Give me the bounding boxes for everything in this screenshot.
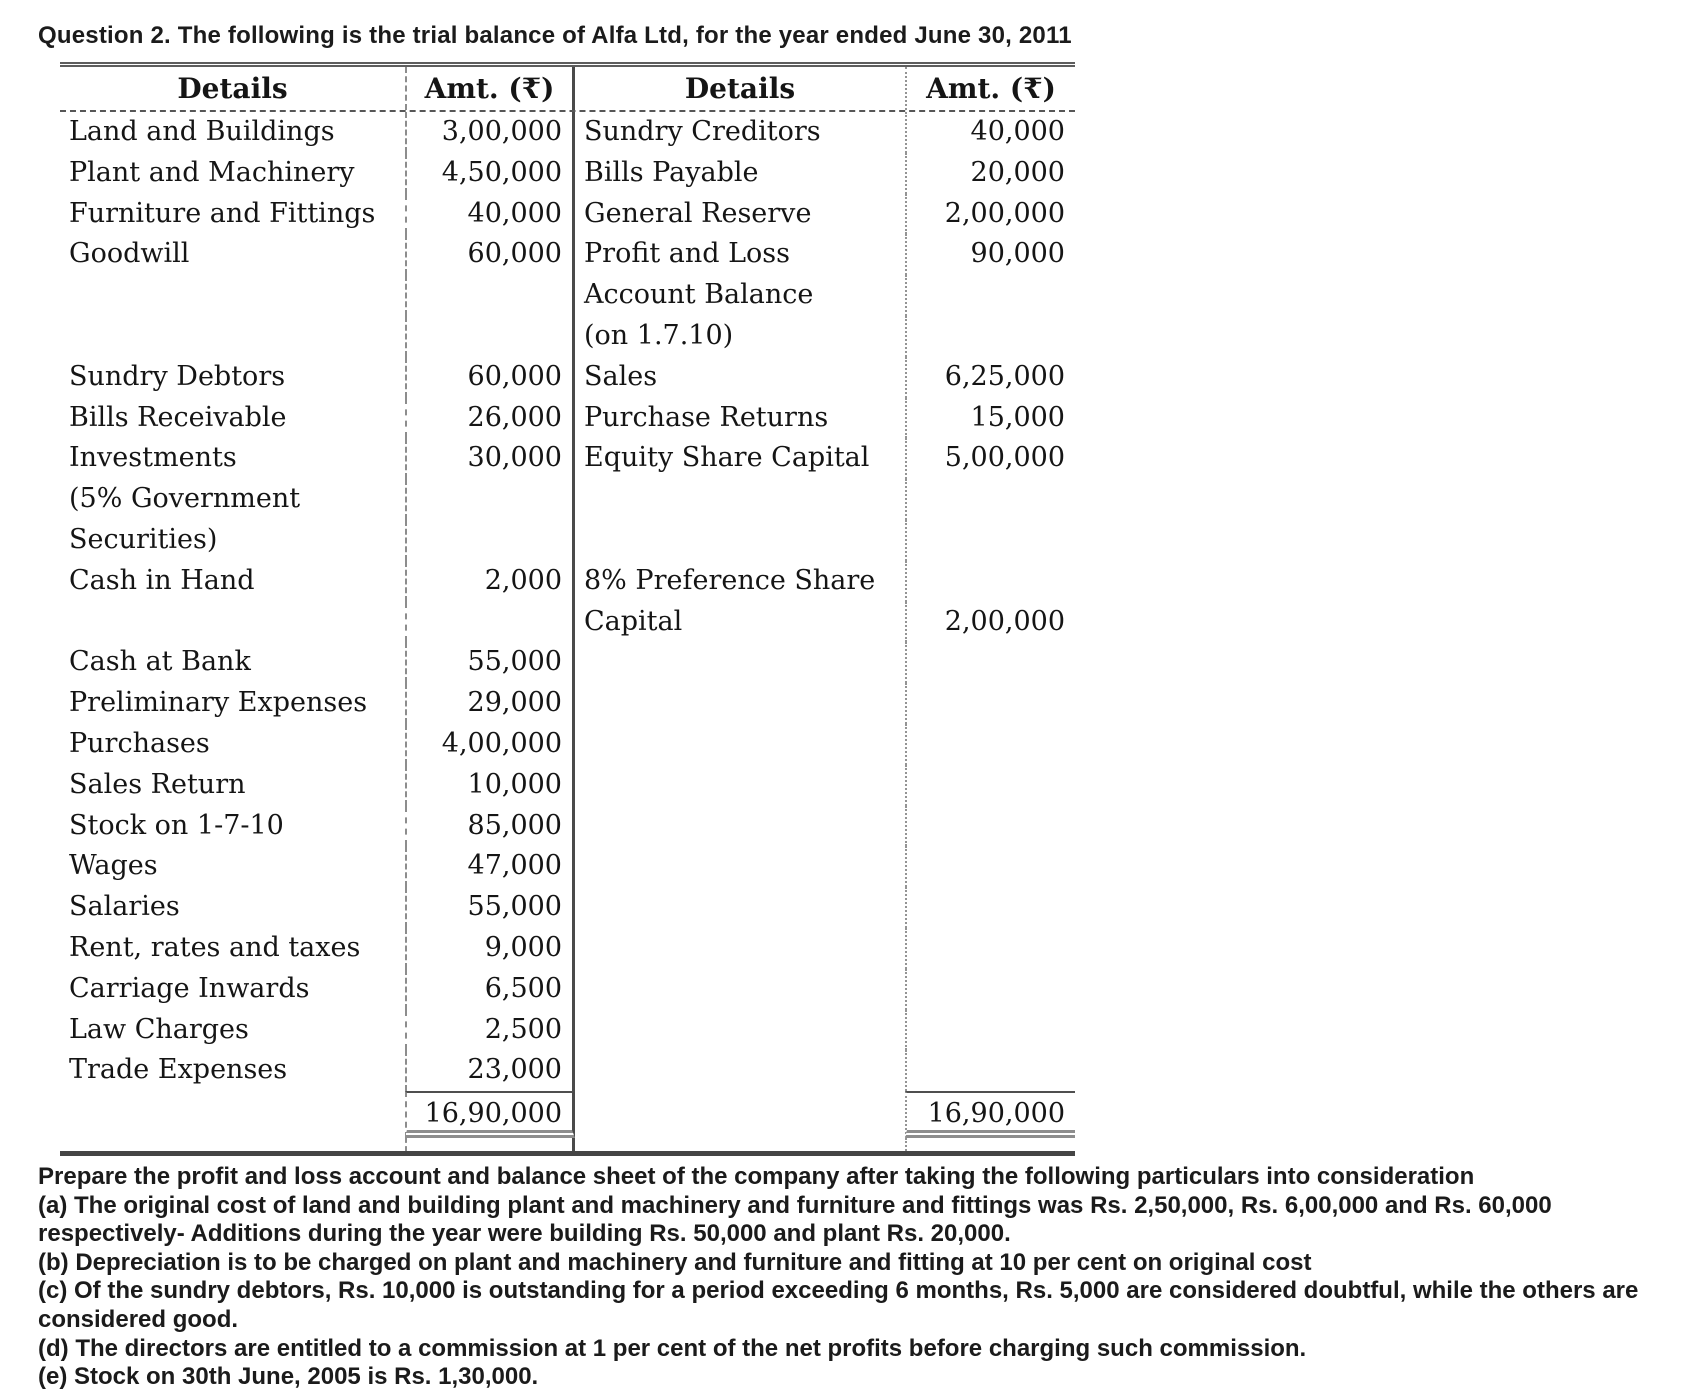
amount-cell: 55,000: [405, 887, 575, 928]
table-row: [60, 438, 1075, 479]
detail-cell: 8% Preference Share: [584, 564, 876, 596]
amount-cell: 26,000: [405, 398, 575, 439]
amount-cell: [405, 316, 575, 357]
amount-cell: 90,000: [905, 234, 1075, 275]
detail-cell: Furniture and Fittings: [69, 197, 376, 229]
gap-cell: [60, 1138, 405, 1151]
detail-cell: Purchases: [69, 727, 210, 759]
amount-cell: 30,000: [405, 438, 575, 479]
table-row: [60, 765, 1075, 806]
table-row: [60, 642, 1075, 683]
amount-cell: [905, 969, 1075, 1010]
table-row: [60, 561, 1075, 602]
amount-cell: [905, 520, 1075, 561]
amount-cell: 2,00,000: [905, 194, 1075, 235]
note-paragraph: (d) The directors are entitled to a commission at 1 per cent of the net profits before charging such commission.: [38, 1334, 1307, 1362]
detail-cell: [575, 520, 905, 561]
amount-cell: 55,000: [405, 642, 575, 683]
amount-cell: 2,00,000: [905, 602, 1075, 643]
table-row: [60, 846, 1075, 887]
detail-cell: Sundry Debtors: [69, 360, 286, 392]
detail-cell: Land and Buildings: [69, 116, 335, 147]
amount-cell: [405, 275, 575, 316]
amount-cell: 29,000: [405, 683, 575, 724]
table-bottom-gap: [60, 1138, 1075, 1151]
detail-cell: Carriage Inwards: [69, 972, 310, 1004]
detail-cell: Bills Receivable: [69, 401, 287, 433]
table-row: [60, 194, 1075, 235]
detail-cell: (5% Government: [69, 483, 301, 515]
amount-cell: [905, 1010, 1075, 1051]
total-spacer-left: [60, 1091, 405, 1138]
note-paragraph: (b) Depreciation is to be charged on plant and machinery and furniture and fitting at 10 per cent on original cost: [38, 1248, 1312, 1276]
total-spacer-right: [575, 1091, 905, 1138]
detail-cell: [575, 887, 905, 928]
detail-cell: Bills Payable: [584, 156, 759, 188]
detail-cell: [575, 724, 905, 765]
table-row: [60, 479, 1075, 520]
amount-cell: 5,00,000: [905, 438, 1075, 479]
detail-cell: Stock on 1-7-10: [69, 809, 284, 841]
amount-cell: 40,000: [405, 194, 575, 235]
detail-cell: [575, 642, 905, 683]
amount-cell: [905, 765, 1075, 806]
amount-cell: 40,000: [905, 112, 1075, 153]
note-paragraph: (c) Of the sundry debtors, Rs. 10,000 is outstanding for a period exceeding 6 months, Rs. 5,000 are considered doubtful, while the others are considered good.: [38, 1277, 1639, 1333]
note-paragraph: Prepare the profit and loss account and balance sheet of the company after taking the following particulars into consideration: [38, 1163, 1475, 1190]
amount-cell: [905, 724, 1075, 765]
detail-cell: [575, 846, 905, 887]
detail-cell: Goodwill: [69, 238, 190, 270]
detail-cell: [575, 479, 905, 520]
amount-cell: 60,000: [405, 357, 575, 398]
table-row: [60, 153, 1075, 194]
gap-cell: [575, 1138, 905, 1151]
amount-cell: 60,000: [405, 234, 575, 275]
table-header-row: [60, 67, 1075, 112]
table-row: [60, 234, 1075, 275]
detail-cell: Capital: [584, 605, 683, 637]
detail-cell: [575, 806, 905, 847]
amount-cell: 6,500: [405, 969, 575, 1010]
amount-cell: [405, 520, 575, 561]
table-row: [60, 316, 1075, 357]
question-title: Question 2. The following is the trial balance of Alfa Ltd, for the year ended June 30, 2011: [38, 22, 1072, 49]
detail-cell: [575, 969, 905, 1010]
table-row: [60, 887, 1075, 928]
detail-cell: [60, 602, 405, 643]
table-row: [60, 520, 1075, 561]
detail-cell: [60, 316, 405, 357]
header-details-left: Details: [177, 72, 288, 105]
total-debit-amount: 16,90,000: [405, 1091, 575, 1138]
detail-cell: Securities): [69, 523, 218, 555]
detail-cell: Profit and Loss: [584, 238, 791, 270]
table-row: [60, 1050, 1075, 1091]
table-row: [60, 1010, 1075, 1051]
amount-cell: 10,000: [405, 765, 575, 806]
detail-cell: [575, 1010, 905, 1051]
detail-cell: Trade Expenses: [69, 1054, 288, 1086]
table-body: [60, 112, 1075, 1091]
detail-cell: Rent, rates and taxes: [69, 931, 361, 963]
amount-cell: 4,50,000: [405, 153, 575, 194]
detail-cell: Preliminary Expenses: [69, 687, 368, 719]
amount-cell: [905, 316, 1075, 357]
detail-cell: Cash in Hand: [69, 564, 255, 596]
amount-cell: 6,25,000: [905, 357, 1075, 398]
table-row: [60, 683, 1075, 724]
amount-cell: [905, 887, 1075, 928]
detail-cell: Sales Return: [69, 768, 246, 800]
detail-cell: Wages: [69, 850, 158, 882]
table-row: [60, 969, 1075, 1010]
trial-balance-table: [60, 62, 1075, 1156]
detail-cell: Equity Share Capital: [584, 442, 870, 474]
detail-cell: [575, 1050, 905, 1091]
detail-cell: Purchase Returns: [584, 401, 829, 433]
amount-cell: 4,00,000: [405, 724, 575, 765]
amount-cell: 23,000: [405, 1050, 575, 1091]
amount-cell: [905, 846, 1075, 887]
amount-cell: [905, 806, 1075, 847]
table-row: [60, 112, 1075, 153]
table-row: [60, 357, 1075, 398]
table-row: [60, 724, 1075, 765]
total-credit-amount: 16,90,000: [905, 1091, 1075, 1138]
table-row: [60, 398, 1075, 439]
amount-cell: 3,00,000: [405, 112, 575, 153]
header-amount-right: Amt. (₹): [905, 67, 1075, 110]
amount-cell: 2,000: [405, 561, 575, 602]
detail-cell: [575, 765, 905, 806]
table-row: [60, 928, 1075, 969]
detail-cell: Sales: [584, 360, 658, 392]
detail-cell: Account Balance: [584, 279, 814, 311]
detail-cell: [575, 683, 905, 724]
amount-cell: [905, 275, 1075, 316]
detail-cell: [60, 275, 405, 316]
table-row: [60, 806, 1075, 847]
amount-cell: 20,000: [905, 153, 1075, 194]
table-row: [60, 602, 1075, 643]
table-row: [60, 275, 1075, 316]
amount-cell: 47,000: [405, 846, 575, 887]
amount-cell: [905, 928, 1075, 969]
header-amount-left: Amt. (₹): [405, 67, 575, 110]
table-total-row: [60, 1091, 1075, 1138]
detail-cell: General Reserve: [584, 197, 812, 229]
amount-cell: [405, 479, 575, 520]
detail-cell: (on 1.7.10): [584, 319, 734, 351]
detail-cell: Salaries: [69, 891, 180, 923]
notes-section: [38, 1163, 1674, 1392]
detail-cell: Cash at Bank: [69, 646, 251, 678]
gap-cell: [905, 1138, 1075, 1151]
header-details-right: Details: [684, 72, 796, 105]
note-paragraph: (e) Stock on 30th June, 2005 is Rs. 1,30,000.: [38, 1363, 539, 1391]
amount-cell: [905, 479, 1075, 520]
amount-cell: [905, 1050, 1075, 1091]
amount-cell: 85,000: [405, 806, 575, 847]
detail-cell: Sundry Creditors: [584, 116, 821, 147]
amount-cell: 15,000: [905, 398, 1075, 439]
amount-cell: [405, 602, 575, 643]
note-paragraph: (a) The original cost of land and building plant and machinery and furniture and fittings was Rs. 2,50,000, Rs. 6,00,000 and Rs. 60,000 respectively- Additions during the year were building Rs. 50,000 and plant Rs. 20,000.: [38, 1191, 1552, 1248]
amount-cell: [905, 561, 1075, 602]
amount-cell: [905, 683, 1075, 724]
detail-cell: Investments: [69, 442, 237, 474]
amount-cell: 9,000: [405, 928, 575, 969]
detail-cell: [575, 928, 905, 969]
amount-cell: [905, 642, 1075, 683]
amount-cell: 2,500: [405, 1010, 575, 1051]
gap-cell: [405, 1138, 575, 1151]
detail-cell: Plant and Machinery: [69, 156, 355, 188]
detail-cell: Law Charges: [69, 1013, 249, 1045]
